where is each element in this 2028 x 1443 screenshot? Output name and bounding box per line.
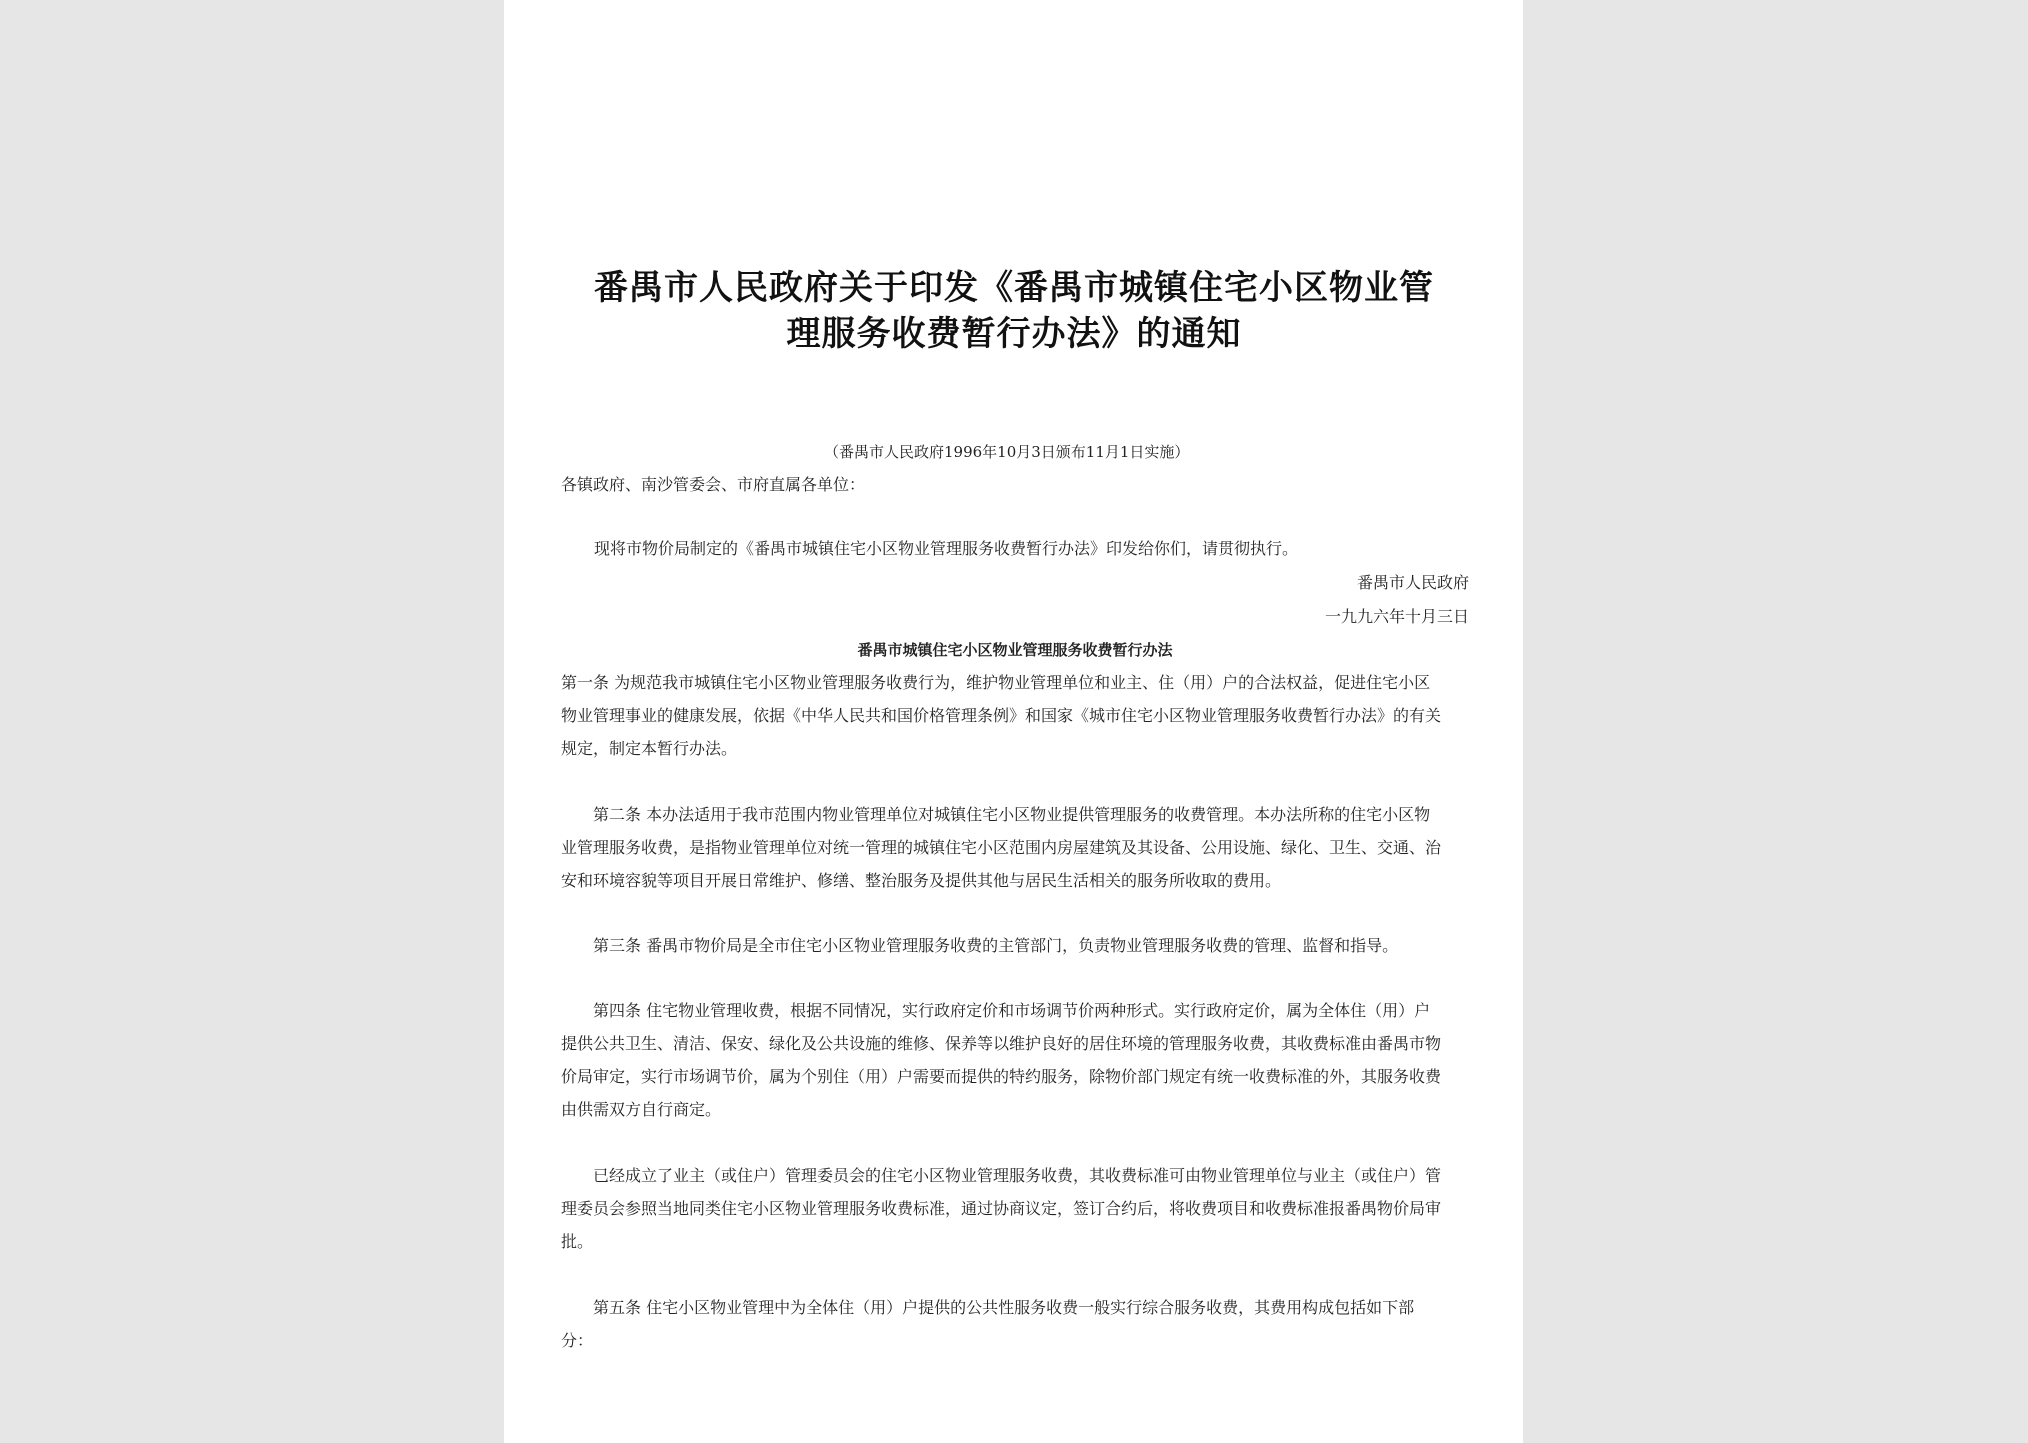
article-4-line: 价局审定，实行市场调节价，属为个别住（用）户需要而提供的特约服务，除物价部门规定有统一收费标准的外，其服务收费	[561, 1067, 1442, 1086]
article-5	[561, 1291, 1469, 1357]
article-2-line: 业管理服务收费，是指物业管理单位对统一管理的城镇住宅小区范围内房屋建筑及其设备、公用设施、绿化、卫生、交通、治	[561, 838, 1442, 857]
addressee: 各镇政府、南沙管委会、市府直属各单位：	[561, 475, 866, 494]
issue-date: 一九九六年十月三日	[1324, 607, 1469, 626]
article-4-supplement-line: 理委员会参照当地同类住宅小区物业管理服务收费标准，通过协商议定，签订合约后，将收费项目和收费标准报番禺物价局审	[561, 1199, 1442, 1218]
article-5-line: 分：	[561, 1331, 594, 1350]
article-4-line: 提供公共卫生、清洁、保安、绿化及公共设施的维修、保养等以维护良好的居住环境的管理服务收费，其收费标准由番禺市物	[561, 1034, 1442, 1053]
notice-body: 现将市物价局制定的《番禺市城镇住宅小区物业管理服务收费暂行办法》印发给你们，请贯彻执行。	[594, 539, 1299, 558]
article-1-line: 第一条 为规范我市城镇住宅小区物业管理服务收费行为，维护物业管理单位和业主、住（用）户的合法权益，促进住宅小区	[561, 673, 1431, 692]
article-4-line: 第四条 住宅物业管理收费，根据不同情况，实行政府定价和市场调节价两种形式。实行政府定价，属为全体住（用）户	[593, 1001, 1431, 1020]
article-3	[561, 929, 1469, 962]
article-2-line: 安和环境容貌等项目开展日常维护、修缮、整治服务及提供其他与居民生活相关的服务所收取的费用。	[561, 871, 1282, 890]
document-title	[559, 265, 1469, 357]
issuer: 番禺市人民政府	[1356, 573, 1469, 592]
article-4	[561, 994, 1469, 1126]
article-4-line: 由供需双方自行商定。	[561, 1100, 722, 1119]
article-4-supplement-line: 批。	[561, 1232, 594, 1251]
title-line-1: 番禺市人民政府关于印发《番禺市城镇住宅小区物业管	[594, 268, 1434, 308]
article-1-line: 物业管理事业的健康发展，依据《中华人民共和国价格管理条例》和国家《城市住宅小区物业管理服务收费暂行办法》的有关	[561, 706, 1442, 725]
title-line-2: 理服务收费暂行办法》的通知	[786, 314, 1242, 354]
document-page	[504, 0, 1523, 1443]
issue-note: （番禺市人民政府1996年10月3日颁布11月1日实施）	[824, 443, 1190, 461]
article-4-supplement	[561, 1159, 1469, 1258]
measures-title: 番禺市城镇住宅小区物业管理服务收费暂行办法	[857, 641, 1173, 659]
article-2	[561, 798, 1469, 897]
article-4-supplement-line: 已经成立了业主（或住户）管理委员会的住宅小区物业管理服务收费，其收费标准可由物业管理单位与业主（或住户）管	[593, 1166, 1442, 1185]
article-1	[561, 666, 1469, 765]
article-5-line: 第五条 住宅小区物业管理中为全体住（用）户提供的公共性服务收费一般实行综合服务收费，其费用构成包括如下部	[593, 1298, 1415, 1317]
article-2-line: 第二条 本办法适用于我市范围内物业管理单位对城镇住宅小区物业提供管理服务的收费管理。本办法所称的住宅小区物	[593, 805, 1431, 824]
article-3-line: 第三条 番禺市物价局是全市住宅小区物业管理服务收费的主管部门，负责物业管理服务收费的管理、监督和指导。	[593, 936, 1399, 955]
article-1-line: 规定，制定本暂行办法。	[561, 739, 738, 758]
